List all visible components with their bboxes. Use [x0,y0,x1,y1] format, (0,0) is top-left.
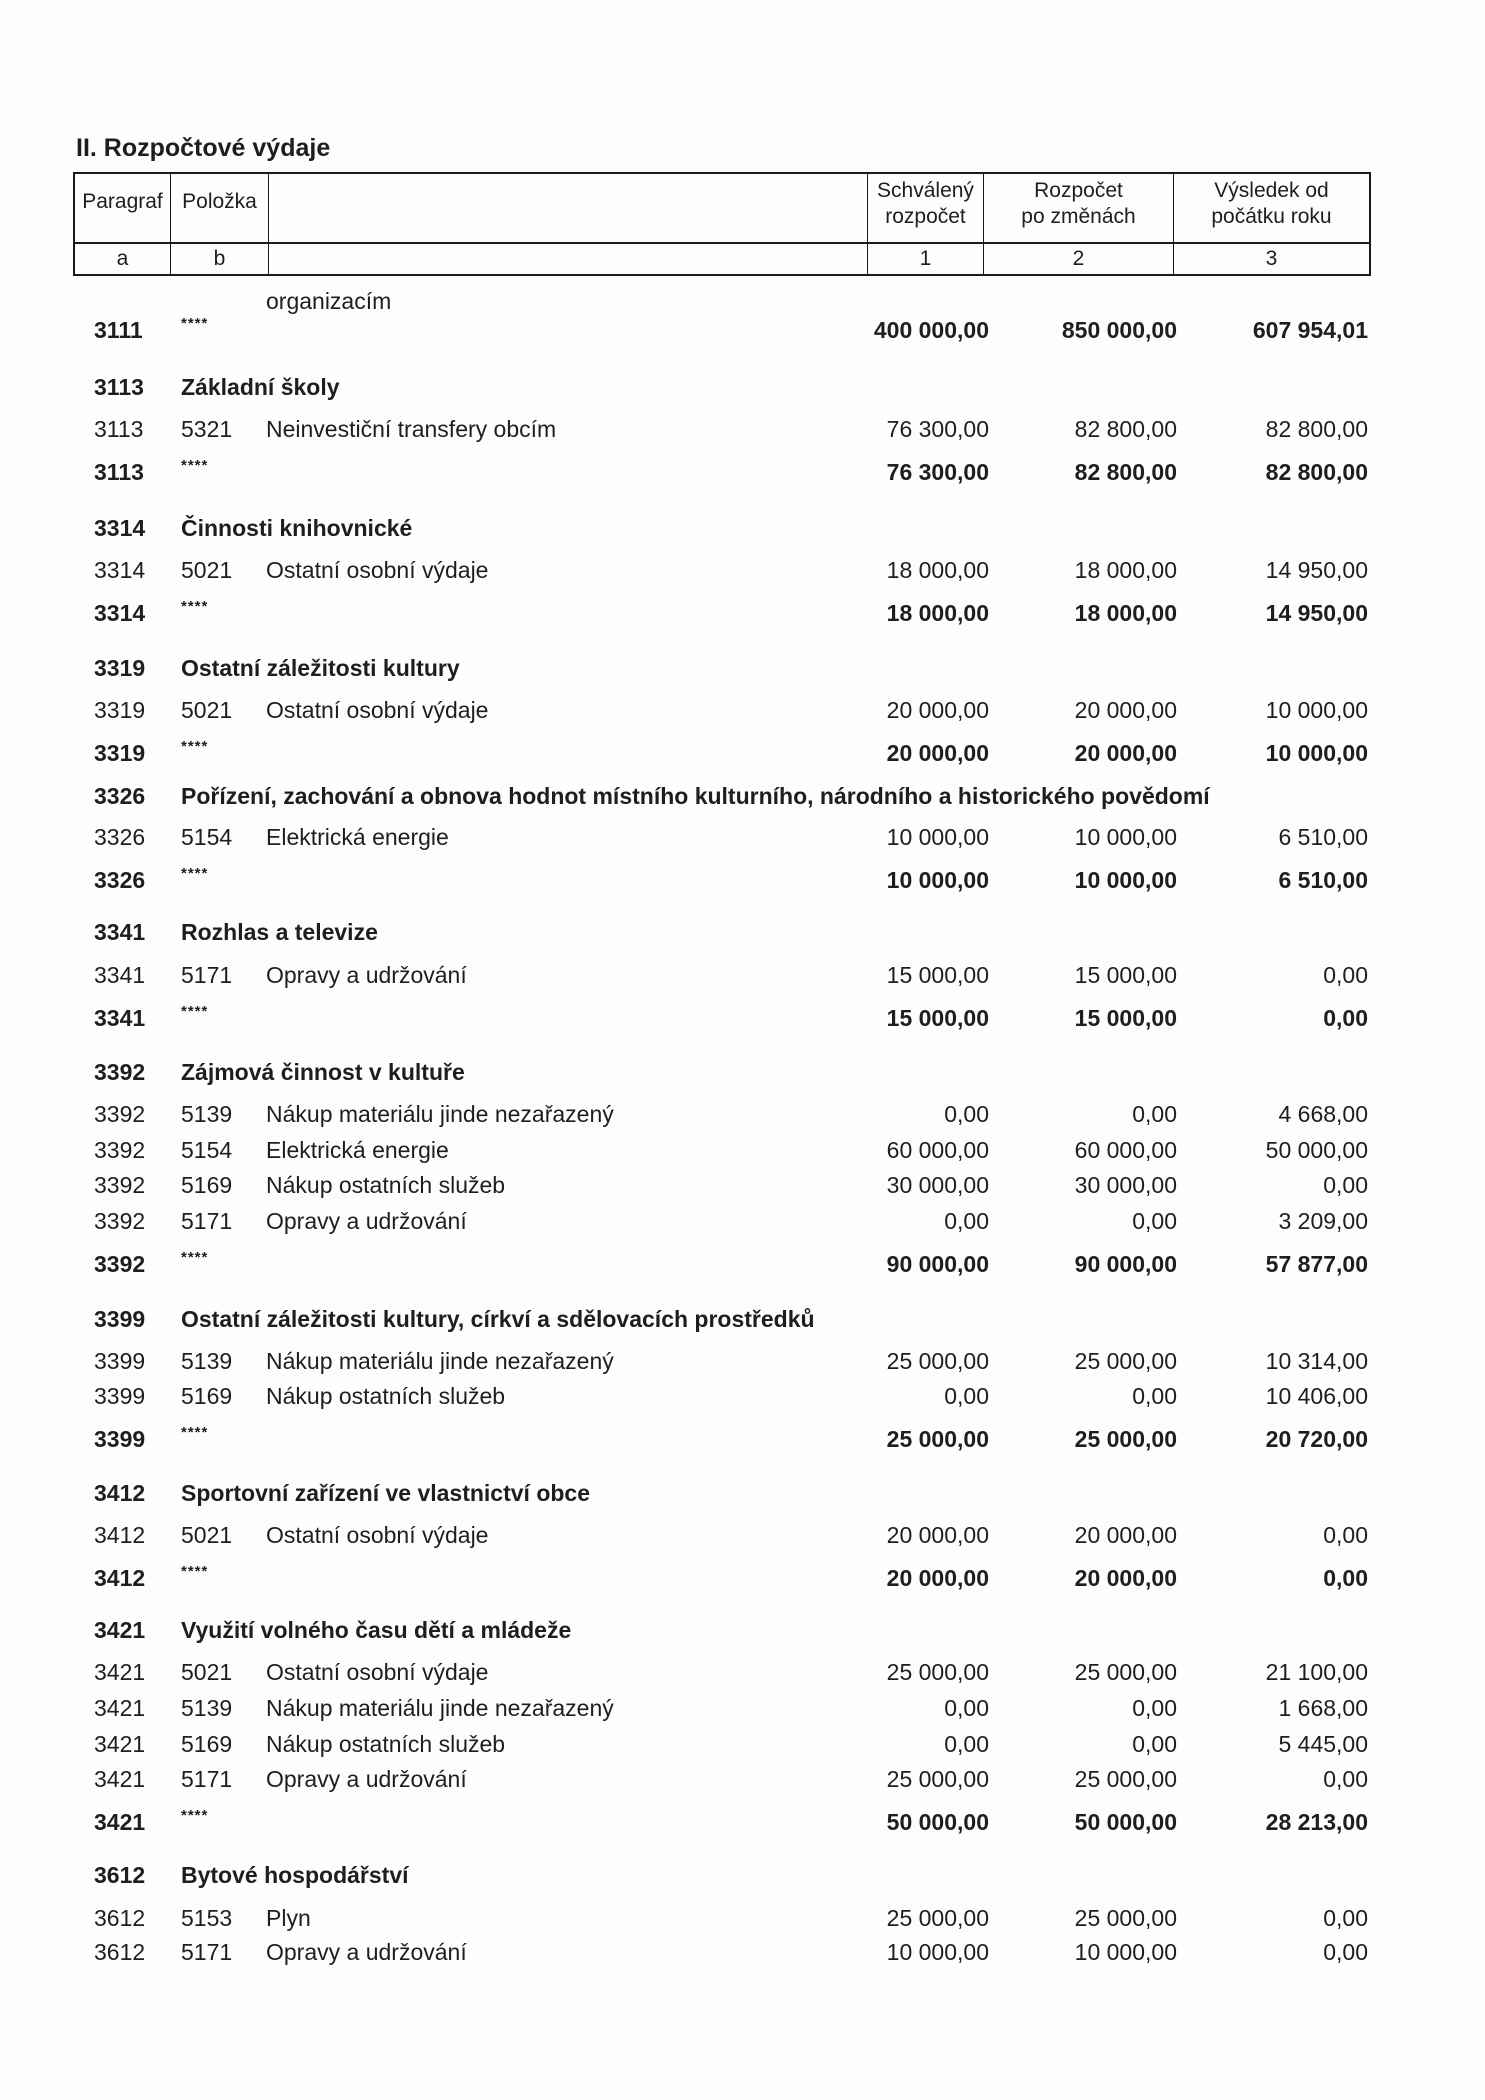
actual-result-cell: 0,00 [1323,1172,1368,1198]
paragraf-cell: 3392 [94,1137,146,1163]
revised-budget-cell: 10 000,00 [1074,867,1177,893]
actual-result-cell: 10 406,00 [1265,1383,1368,1409]
paragraf-cell: 3113 [94,459,144,485]
paragraf-cell: 3113 [94,416,144,442]
paragraf-cell: 3314 [94,515,146,541]
actual-result-cell: 82 800,00 [1265,416,1368,442]
paragraf-cell: 3399 [94,1426,146,1452]
approved-budget-cell: 10 000,00 [886,867,989,893]
actual-result-cell: 4 668,00 [1278,1101,1368,1127]
revised-budget-cell: 18 000,00 [1074,600,1177,626]
revised-budget-cell: 850 000,00 [1061,317,1177,343]
paragraf-cell: 3412 [94,1480,146,1506]
polozka-cell: 5139 [181,1348,233,1374]
header-col3-line1: Výsledek od [1214,179,1329,202]
paragraf-cell: 3612 [94,1862,146,1888]
approved-budget-cell: 18 000,00 [886,557,989,583]
paragraf-cell: 3113 [94,374,144,400]
actual-result-cell: 20 720,00 [1265,1426,1368,1452]
polozka-cell: 5021 [181,697,233,723]
description-cell: Nákup ostatních služeb [266,1731,506,1757]
header-col3-line2: počátku roku [1211,205,1332,228]
header-paragraf: Paragraf [82,190,163,213]
polozka-cell: 5171 [181,1766,233,1792]
section-title: Ostatní záležitosti kultury, církví a sdělovacích prostředků [181,1306,815,1332]
description-cell: Elektrická energie [266,824,449,850]
revised-budget-cell: 20 000,00 [1074,1565,1177,1591]
approved-budget-cell: 60 000,00 [886,1137,989,1163]
actual-result-cell: 50 000,00 [1265,1137,1368,1163]
revised-budget-cell: 0,00 [1132,1383,1177,1409]
actual-result-cell: 607 954,01 [1252,317,1368,343]
approved-budget-cell: 25 000,00 [886,1426,989,1452]
section-title: Činnosti knihovnické [181,515,413,541]
description-cell: Ostatní osobní výdaje [266,1522,489,1548]
revised-budget-cell: 15 000,00 [1074,962,1177,988]
revised-budget-cell: 0,00 [1132,1101,1177,1127]
polozka-cell: **** [181,457,209,474]
description-cell: Neinvestiční transfery obcím [266,416,557,442]
polozka-cell: 5154 [181,824,233,850]
actual-result-cell: 0,00 [1323,1939,1368,1965]
approved-budget-cell: 50 000,00 [886,1809,989,1835]
description-cell: Ostatní osobní výdaje [266,697,489,723]
revised-budget-cell: 25 000,00 [1074,1905,1177,1931]
polozka-cell: **** [181,1424,209,1441]
actual-result-cell: 6 510,00 [1278,867,1368,893]
actual-result-cell: 0,00 [1323,1905,1368,1931]
paragraf-cell: 3341 [94,962,146,988]
section-title: Zájmová činnost v kultuře [181,1059,465,1085]
approved-budget-cell: 18 000,00 [886,600,989,626]
actual-result-cell: 21 100,00 [1265,1659,1368,1685]
revised-budget-cell: 90 000,00 [1074,1251,1177,1277]
polozka-cell: 5321 [181,416,233,442]
revised-budget-cell: 30 000,00 [1074,1172,1177,1198]
revised-budget-cell: 60 000,00 [1074,1137,1177,1163]
section-title: Sportovní zařízení ve vlastnictví obce [181,1480,591,1506]
actual-result-cell: 0,00 [1323,1565,1368,1591]
approved-budget-cell: 20 000,00 [886,697,989,723]
paragraf-cell: 3341 [94,1005,146,1031]
description-cell: Ostatní osobní výdaje [266,1659,489,1685]
header-number-1: 1 [919,247,932,270]
paragraf-cell: 3421 [94,1809,146,1835]
section-heading: II. Rozpočtové výdaje [76,134,331,162]
approved-budget-cell: 0,00 [944,1383,989,1409]
polozka-cell: 5153 [181,1905,233,1931]
paragraf-cell: 3612 [94,1939,146,1965]
actual-result-cell: 6 510,00 [1278,824,1368,850]
header-number-2: 2 [1072,247,1085,270]
paragraf-cell: 3392 [94,1172,146,1198]
approved-budget-cell: 25 000,00 [886,1766,989,1792]
paragraf-cell: 3412 [94,1565,146,1591]
approved-budget-cell: 0,00 [944,1208,989,1234]
polozka-cell: 5139 [181,1101,233,1127]
paragraf-cell: 3326 [94,783,146,809]
polozka-cell: **** [181,1807,209,1824]
paragraf-cell: 3421 [94,1731,146,1757]
revised-budget-cell: 0,00 [1132,1731,1177,1757]
header-divider [268,174,269,274]
polozka-cell: **** [181,738,209,755]
header-letter-a: a [116,247,129,270]
revised-budget-cell: 20 000,00 [1074,697,1177,723]
revised-budget-cell: 10 000,00 [1074,824,1177,850]
header-letter-b: b [213,247,226,270]
polozka-cell: 5169 [181,1731,233,1757]
polozka-cell: **** [181,865,209,882]
paragraf-cell: 3392 [94,1251,146,1277]
approved-budget-cell: 20 000,00 [886,740,989,766]
header-number-3: 3 [1265,247,1278,270]
approved-budget-cell: 400 000,00 [873,317,989,343]
description-cell: Opravy a udržování [266,1939,467,1965]
description-cell: Nákup materiálu jinde nezařazený [266,1101,614,1127]
paragraf-cell: 3612 [94,1905,146,1931]
polozka-cell: 5021 [181,1659,233,1685]
polozka-cell: 5139 [181,1695,233,1721]
description-cell: Ostatní osobní výdaje [266,557,489,583]
approved-budget-cell: 90 000,00 [886,1251,989,1277]
actual-result-cell: 0,00 [1323,962,1368,988]
actual-result-cell: 0,00 [1323,1522,1368,1548]
polozka-cell: 5154 [181,1137,233,1163]
polozka-cell: **** [181,598,209,615]
revised-budget-cell: 0,00 [1132,1208,1177,1234]
paragraf-cell: 3326 [94,867,146,893]
polozka-cell: **** [181,315,209,332]
paragraf-cell: 3392 [94,1101,146,1127]
approved-budget-cell: 20 000,00 [886,1522,989,1548]
actual-result-cell: 82 800,00 [1265,459,1368,485]
actual-result-cell: 0,00 [1323,1005,1368,1031]
polozka-cell: 5171 [181,1208,233,1234]
polozka-cell: **** [181,1563,209,1580]
table-header [73,172,1371,276]
revised-budget-cell: 50 000,00 [1074,1809,1177,1835]
actual-result-cell: 0,00 [1323,1766,1368,1792]
description-cell: Nákup materiálu jinde nezařazený [266,1348,614,1374]
actual-result-cell: 14 950,00 [1265,600,1368,626]
header-col1-line1: Schválený [877,179,974,202]
approved-budget-cell: 25 000,00 [886,1905,989,1931]
actual-result-cell: 14 950,00 [1265,557,1368,583]
section-title: Základní školy [181,374,340,400]
actual-result-cell: 3 209,00 [1278,1208,1368,1234]
section-title: Rozhlas a televize [181,919,378,945]
revised-budget-cell: 18 000,00 [1074,557,1177,583]
paragraf-cell: 3399 [94,1383,146,1409]
header-col1-line2: rozpočet [885,205,966,228]
paragraf-cell: 3399 [94,1306,146,1332]
actual-result-cell: 10 314,00 [1265,1348,1368,1374]
description-cell: Nákup ostatních služeb [266,1383,506,1409]
paragraf-cell: 3319 [94,655,146,681]
approved-budget-cell: 0,00 [944,1731,989,1757]
polozka-cell: 5171 [181,962,233,988]
revised-budget-cell: 25 000,00 [1074,1426,1177,1452]
description-cell: organizacím [266,288,392,314]
paragraf-cell: 3421 [94,1766,146,1792]
description-cell: Opravy a udržování [266,1766,467,1792]
actual-result-cell: 5 445,00 [1278,1731,1368,1757]
paragraf-cell: 3399 [94,1348,146,1374]
paragraf-cell: 3421 [94,1617,146,1643]
paragraf-cell: 3392 [94,1059,146,1085]
description-cell: Nákup materiálu jinde nezařazený [266,1695,614,1721]
description-cell: Opravy a udržování [266,962,467,988]
polozka-cell: 5021 [181,557,233,583]
actual-result-cell: 10 000,00 [1265,740,1368,766]
paragraf-cell: 3314 [94,557,146,583]
actual-result-cell: 28 213,00 [1265,1809,1368,1835]
paragraf-cell: 3392 [94,1208,146,1234]
approved-budget-cell: 25 000,00 [886,1659,989,1685]
polozka-cell: 5021 [181,1522,233,1548]
revised-budget-cell: 0,00 [1132,1695,1177,1721]
section-title: Využití volného času dětí a mládeže [181,1617,572,1643]
approved-budget-cell: 0,00 [944,1101,989,1127]
revised-budget-cell: 15 000,00 [1074,1005,1177,1031]
paragraf-cell: 3421 [94,1695,146,1721]
description-cell: Elektrická energie [266,1137,449,1163]
approved-budget-cell: 15 000,00 [886,962,989,988]
approved-budget-cell: 10 000,00 [886,824,989,850]
approved-budget-cell: 76 300,00 [886,416,989,442]
paragraf-cell: 3319 [94,697,146,723]
actual-result-cell: 57 877,00 [1265,1251,1368,1277]
paragraf-cell: 3341 [94,919,146,945]
polozka-cell: 5169 [181,1383,233,1409]
approved-budget-cell: 76 300,00 [886,459,989,485]
section-title: Pořízení, zachování a obnova hodnot místního kulturního, národního a historického povědomí [181,783,1210,809]
polozka-cell: 5169 [181,1172,233,1198]
paragraf-cell: 3314 [94,600,146,626]
header-polozka: Položka [182,190,257,213]
paragraf-cell: 3319 [94,740,146,766]
revised-budget-cell: 82 800,00 [1074,416,1177,442]
revised-budget-cell: 25 000,00 [1074,1348,1177,1374]
header-col2-line1: Rozpočet [1034,179,1123,202]
approved-budget-cell: 15 000,00 [886,1005,989,1031]
section-title: Ostatní záležitosti kultury [181,655,460,681]
description-cell: Opravy a udržování [266,1208,467,1234]
approved-budget-cell: 25 000,00 [886,1348,989,1374]
revised-budget-cell: 82 800,00 [1074,459,1177,485]
revised-budget-cell: 10 000,00 [1074,1939,1177,1965]
actual-result-cell: 1 668,00 [1278,1695,1368,1721]
approved-budget-cell: 20 000,00 [886,1565,989,1591]
paragraf-cell: 3111 [94,317,143,343]
approved-budget-cell: 10 000,00 [886,1939,989,1965]
header-col2-line2: po změnách [1021,205,1136,228]
revised-budget-cell: 20 000,00 [1074,740,1177,766]
header-separator [75,242,1369,244]
description-cell: Plyn [266,1905,311,1931]
paragraf-cell: 3412 [94,1522,146,1548]
actual-result-cell: 10 000,00 [1265,697,1368,723]
description-cell: Nákup ostatních služeb [266,1172,506,1198]
revised-budget-cell: 20 000,00 [1074,1522,1177,1548]
polozka-cell: 5171 [181,1939,233,1965]
revised-budget-cell: 25 000,00 [1074,1766,1177,1792]
paragraf-cell: 3326 [94,824,146,850]
paragraf-cell: 3421 [94,1659,146,1685]
section-title: Bytové hospodářství [181,1862,409,1888]
approved-budget-cell: 30 000,00 [886,1172,989,1198]
revised-budget-cell: 25 000,00 [1074,1659,1177,1685]
polozka-cell: **** [181,1249,209,1266]
polozka-cell: **** [181,1003,209,1020]
approved-budget-cell: 0,00 [944,1695,989,1721]
